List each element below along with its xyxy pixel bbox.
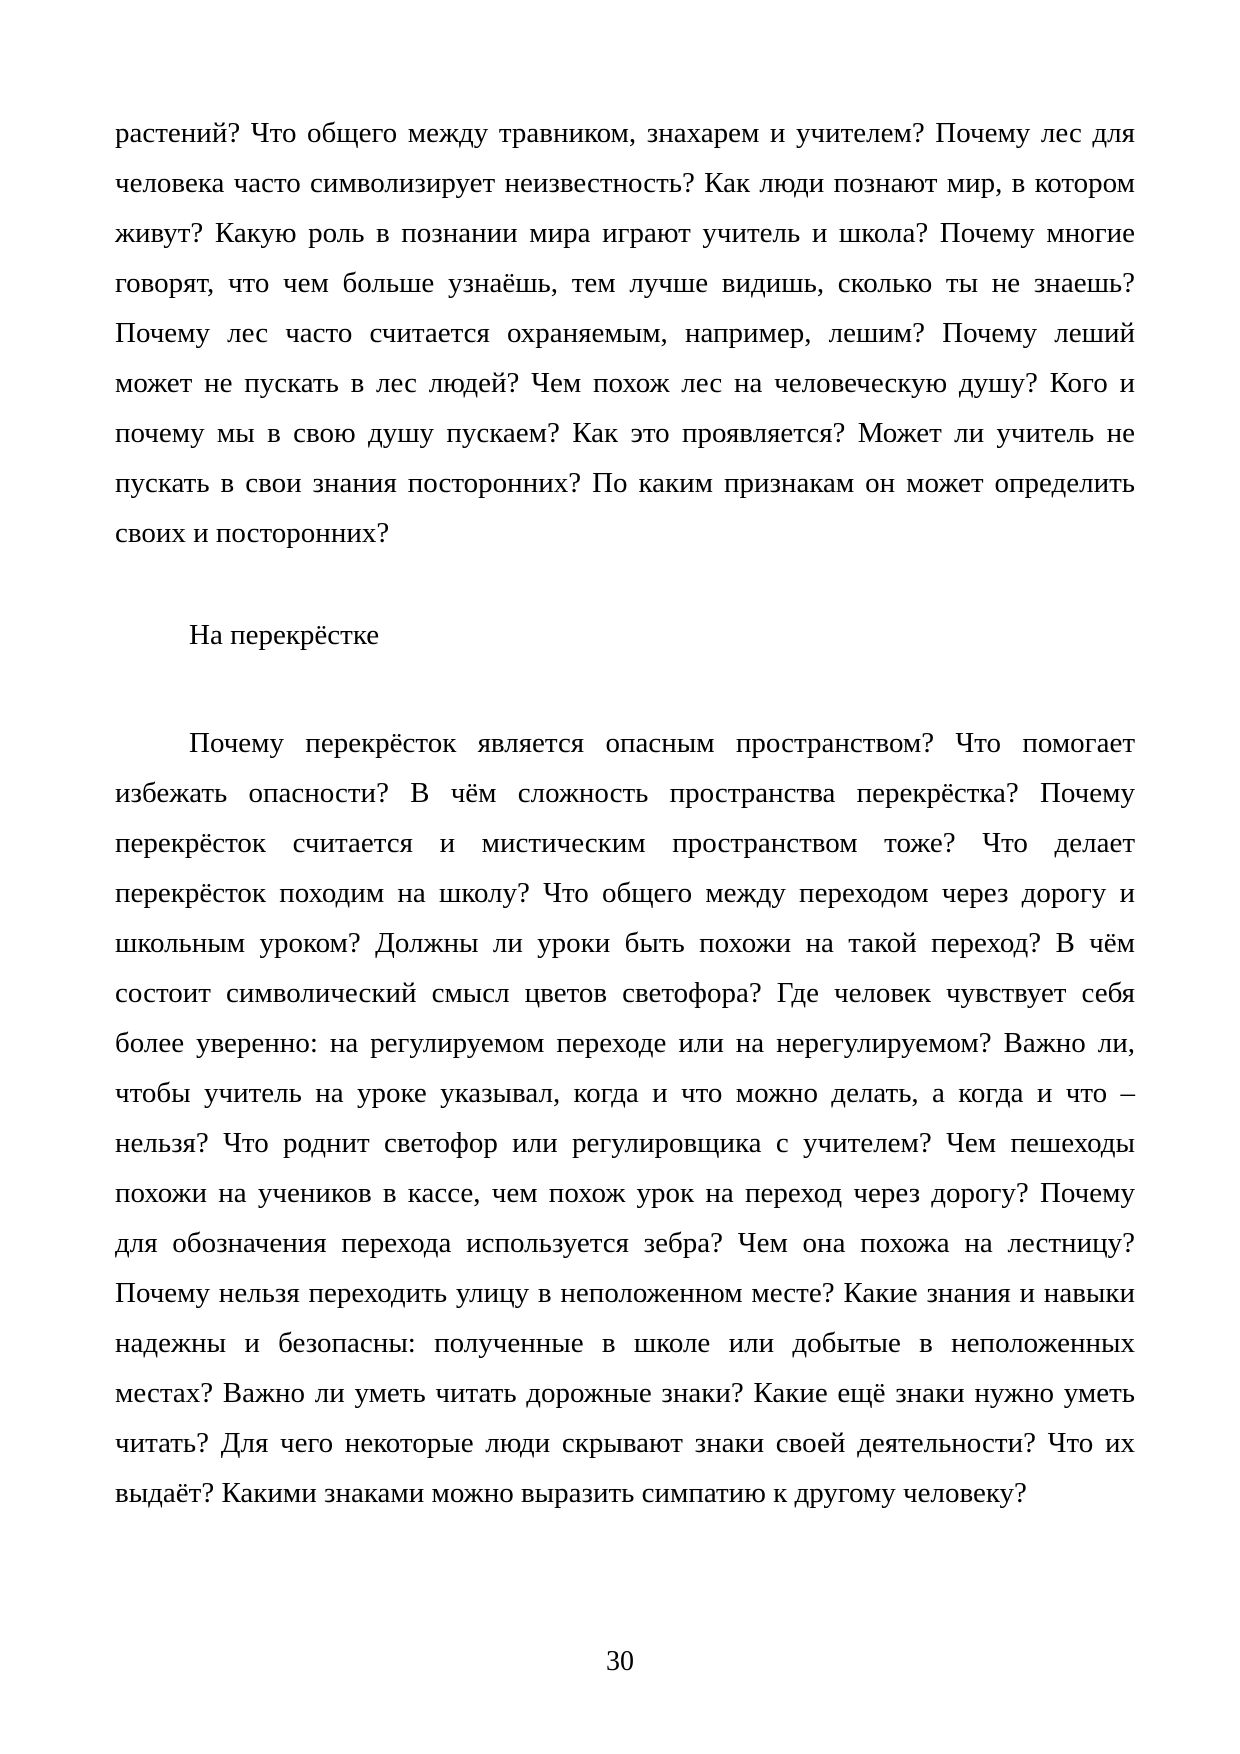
text-line: читать? Для чего некоторые люди скрывают знаки своей деятельности? Что их xyxy=(115,1427,1135,1459)
text-line: для обозначения перехода используется зебра? Чем она похожа на лестницу? xyxy=(115,1227,1135,1259)
text-line: чтобы учитель на уроке указывал, когда и что можно делать, а когда и что – xyxy=(115,1077,1135,1109)
page-number: 30 xyxy=(606,1646,634,1677)
text-line: выдаёт? Какими знаками можно выразить симпатию к другому человеку? xyxy=(115,1477,1027,1509)
section-heading: На перекрёстке xyxy=(189,619,380,651)
text-line: пускать в свои знания посторонних? По каким признакам он может определить xyxy=(115,467,1135,499)
text-line: местах? Важно ли уметь читать дорожные знаки? Какие ещё знаки нужно уметь xyxy=(115,1377,1135,1409)
text-line: живут? Какую роль в познании мира играют учитель и школа? Почему многие xyxy=(115,217,1135,249)
text-line: Почему лес часто считается охраняемым, например, лешим? Почему леший xyxy=(115,317,1135,349)
text-line: похожи на учеников в кассе, чем похож урок на переход через дорогу? Почему xyxy=(115,1177,1135,1209)
text-line: избежать опасности? В чём сложность пространства перекрёстка? Почему xyxy=(115,777,1135,809)
text-content xyxy=(115,108,1135,1518)
text-line: более уверенно: на регулируемом переходе или на нерегулируемом? Важно ли, xyxy=(115,1027,1135,1059)
text-line: своих и посторонних? xyxy=(115,517,390,549)
text-line: надежны и безопасны: полученные в школе или добытые в неположенных xyxy=(115,1327,1135,1359)
text-line: нельзя? Что роднит светофор или регулировщика с учителем? Чем пешеходы xyxy=(115,1127,1135,1159)
text-line: состоит символический смысл цветов светофора? Где человек чувствует себя xyxy=(115,977,1135,1009)
text-line: почему мы в свою душу пускаем? Как это проявляется? Может ли учитель не xyxy=(115,417,1135,449)
text-line: Почему нельзя переходить улицу в неположенном месте? Какие знания и навыки xyxy=(115,1277,1135,1309)
text-line: перекрёсток считается и мистическим пространством тоже? Что делает xyxy=(115,827,1135,859)
text-line: человека часто символизирует неизвестность? Как люди познают мир, в котором xyxy=(115,167,1135,199)
text-line: может не пускать в лес людей? Чем похож лес на человеческую душу? Кого и xyxy=(115,367,1135,399)
text-line: говорят, что чем больше узнаёшь, тем лучше видишь, сколько ты не знаешь? xyxy=(115,267,1135,299)
text-line: школьным уроком? Должны ли уроки быть похожи на такой переход? В чём xyxy=(115,927,1135,959)
text-line: Почему перекрёсток является опасным пространством? Что помогает xyxy=(189,727,1135,759)
paragraph-body xyxy=(115,718,1135,1518)
text-line: растений? Что общего между травником, знахарем и учителем? Почему лес для xyxy=(115,117,1135,149)
paragraph-continuation xyxy=(115,108,1135,558)
text-line: перекрёсток походим на школу? Что общего между переходом через дорогу и xyxy=(115,877,1135,909)
